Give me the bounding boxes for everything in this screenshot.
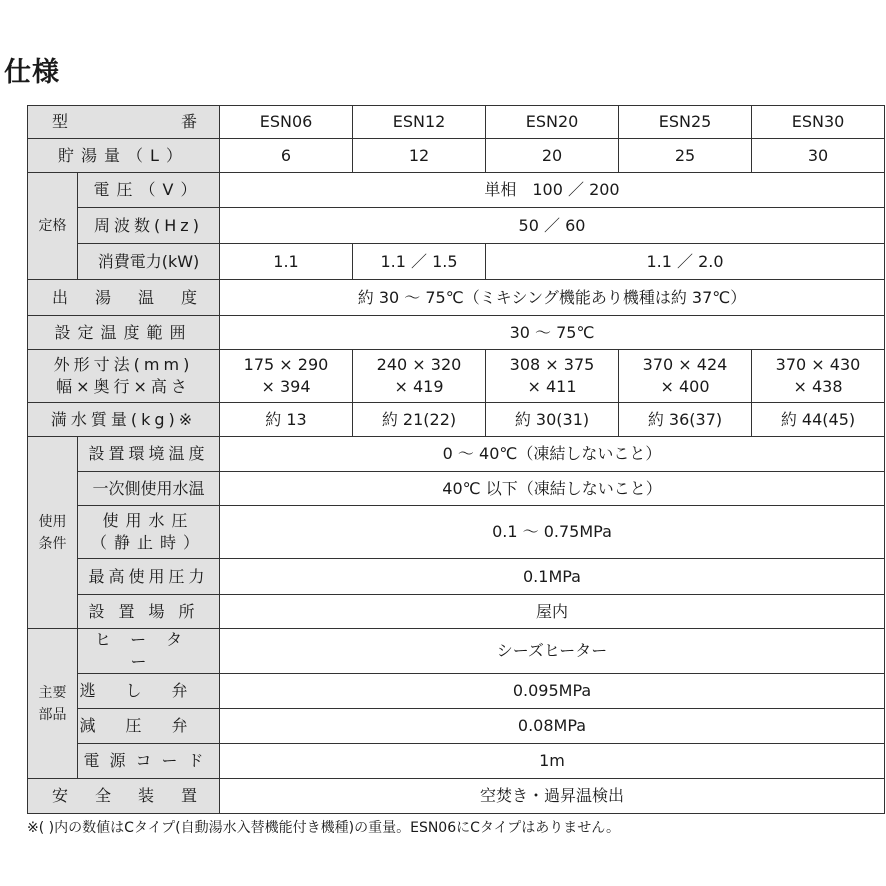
model-cell: ESN30 (752, 106, 885, 139)
table-row-supply-temp (28, 472, 885, 506)
model-cell: ESN12 (353, 106, 486, 139)
table-row-power (28, 244, 885, 280)
relief-valve-value: 0.095MPa (220, 674, 885, 709)
supply-temp-value: 40℃ 以下（凍結しないこと） (220, 472, 885, 506)
set-temp-label: 設定温度範囲 (28, 316, 220, 350)
rating-group-label: 定格 (28, 173, 78, 280)
model-cell: ESN25 (619, 106, 752, 139)
power-cord-label: 電源コード (78, 744, 220, 779)
table-row-max-pressure (28, 559, 885, 595)
capacity-cell: 6 (220, 139, 353, 173)
table-row-safety (28, 779, 885, 814)
spec-table (27, 105, 885, 814)
voltage-value: 単相 100 ／ 200 (220, 173, 885, 208)
table-row-capacity (28, 139, 885, 173)
table-row-model (28, 106, 885, 139)
weight-cell: 約 44(45) (752, 403, 885, 437)
heater-label: ヒーター (78, 629, 220, 674)
table-row-power-cord (28, 744, 885, 779)
table-row-dimensions (28, 350, 885, 403)
outlet-temp-label: 出 湯 温 度 (28, 280, 220, 316)
table-row-voltage (28, 173, 885, 208)
model-cell: ESN20 (486, 106, 619, 139)
power-cell: 1.1 (220, 244, 353, 280)
pressure-value: 0.1 ～ 0.75MPa (220, 506, 885, 559)
dimensions-cell: 240 × 320 × 419 (353, 350, 486, 403)
env-temp-value: 0 ～ 40℃（凍結しないこと） (220, 437, 885, 472)
power-cell: 1.1 ／ 1.5 (353, 244, 486, 280)
location-value: 屋内 (220, 595, 885, 629)
table-row-outlet-temp (28, 280, 885, 316)
table-row-set-temp (28, 316, 885, 350)
parts-group-label: 主要 部品 (28, 629, 78, 779)
dimensions-cell: 175 × 290 × 394 (220, 350, 353, 403)
safety-label: 安 全 装 置 (28, 779, 220, 814)
dimensions-cell: 370 × 424 × 400 (619, 350, 752, 403)
power-label: 消費電力(kW) (78, 244, 220, 280)
dimensions-cell: 308 × 375 × 411 (486, 350, 619, 403)
power-cord-value: 1m (220, 744, 885, 779)
usage-group-label: 使用 条件 (28, 437, 78, 629)
outlet-temp-value: 約 30 ～ 75℃（ミキシング機能あり機種は約 37℃） (220, 280, 885, 316)
weight-cell: 約 30(31) (486, 403, 619, 437)
env-temp-label: 設置環境温度 (78, 437, 220, 472)
weight-label: 満水質量(kg)※ (28, 403, 220, 437)
table-row-reducing-valve (28, 709, 885, 744)
dimensions-cell: 370 × 430 × 438 (752, 350, 885, 403)
page-title: 仕様 (4, 57, 60, 88)
table-row-frequency (28, 208, 885, 244)
frequency-value: 50 ／ 60 (220, 208, 885, 244)
capacity-cell: 20 (486, 139, 619, 173)
reducing-valve-label: 減圧弁 (78, 709, 220, 744)
max-pressure-value: 0.1MPa (220, 559, 885, 595)
table-row-heater (28, 629, 885, 674)
table-row-pressure (28, 506, 885, 559)
safety-value: 空焚き・過昇温検出 (220, 779, 885, 814)
footnote: ※( )内の数値はCタイプ(自動湯水入替機能付き機種)の重量。ESN06にCタイプはありません。 (27, 820, 621, 836)
capacity-cell: 25 (619, 139, 752, 173)
reducing-valve-value: 0.08MPa (220, 709, 885, 744)
table-row-relief-valve (28, 674, 885, 709)
location-label: 設置場所 (78, 595, 220, 629)
table-row-weight (28, 403, 885, 437)
set-temp-value: 30 ～ 75℃ (220, 316, 885, 350)
capacity-cell: 30 (752, 139, 885, 173)
table-row-env-temp (28, 437, 885, 472)
weight-cell: 約 36(37) (619, 403, 752, 437)
max-pressure-label: 最高使用圧力 (78, 559, 220, 595)
capacity-label: 貯湯量（L） (28, 139, 220, 173)
heater-value: シーズヒーター (220, 629, 885, 674)
power-cell: 1.1 ／ 2.0 (486, 244, 885, 280)
voltage-label: 電圧（V） (78, 173, 220, 208)
pressure-label: 使用水圧 （静止時） (78, 506, 220, 559)
model-label: 型 番 (28, 106, 220, 139)
weight-cell: 約 21(22) (353, 403, 486, 437)
supply-temp-label: 一次側使用水温 (78, 472, 220, 506)
relief-valve-label: 逃し弁 (78, 674, 220, 709)
model-cell: ESN06 (220, 106, 353, 139)
table-row-location (28, 595, 885, 629)
capacity-cell: 12 (353, 139, 486, 173)
frequency-label: 周波数(Hz) (78, 208, 220, 244)
dimensions-label: 外形寸法(mm) 幅×奥行×高さ (28, 350, 220, 403)
weight-cell: 約 13 (220, 403, 353, 437)
